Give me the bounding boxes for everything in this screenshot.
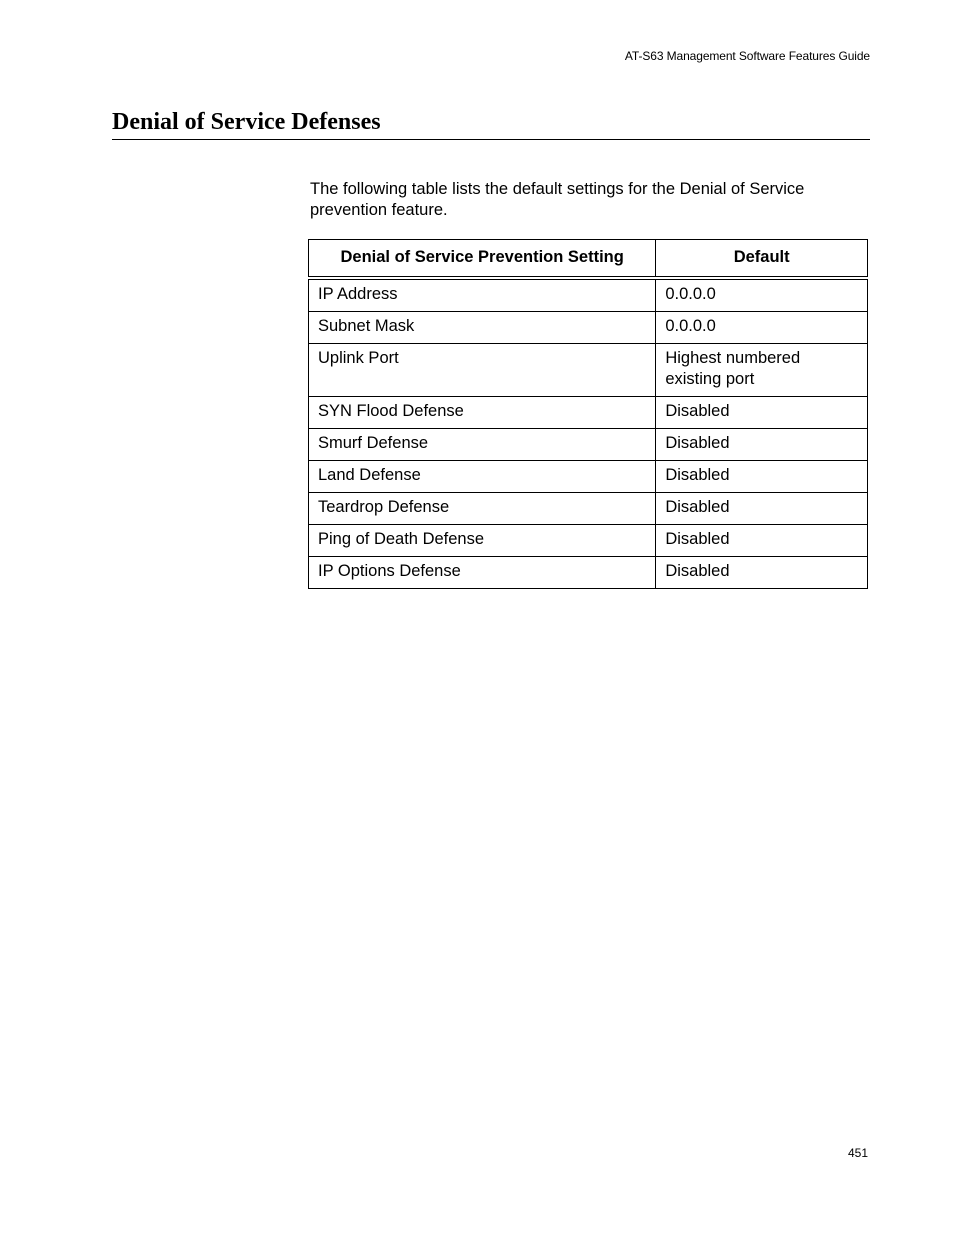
title-rule xyxy=(112,139,870,140)
setting-cell: Land Defense xyxy=(309,461,656,493)
table-row xyxy=(309,557,868,589)
default-cell: Disabled xyxy=(656,397,868,429)
setting-cell: Teardrop Defense xyxy=(309,493,656,525)
table-row xyxy=(309,344,868,397)
table-row xyxy=(309,278,868,312)
setting-cell: Ping of Death Defense xyxy=(309,525,656,557)
setting-cell: SYN Flood Defense xyxy=(309,397,656,429)
default-cell: 0.0.0.0 xyxy=(656,312,868,344)
setting-cell: IP Address xyxy=(309,278,656,312)
setting-cell: Subnet Mask xyxy=(309,312,656,344)
defaults-table xyxy=(308,239,868,589)
default-cell: Disabled xyxy=(656,525,868,557)
default-cell: Highest numbered existing port xyxy=(656,344,868,397)
table-row xyxy=(309,461,868,493)
column-header-setting: Denial of Service Prevention Setting xyxy=(309,240,656,279)
running-header: AT-S63 Management Software Features Guide xyxy=(624,49,870,63)
setting-cell: IP Options Defense xyxy=(309,557,656,589)
setting-cell: Uplink Port xyxy=(309,344,656,397)
default-cell: Disabled xyxy=(656,461,868,493)
default-cell: 0.0.0.0 xyxy=(656,278,868,312)
table-header-row xyxy=(309,240,868,279)
table-row xyxy=(309,429,868,461)
section-title: Denial of Service Defenses xyxy=(112,109,381,135)
default-cell: Disabled xyxy=(656,429,868,461)
default-cell: Disabled xyxy=(656,493,868,525)
table-row xyxy=(309,493,868,525)
column-header-default: Default xyxy=(656,240,868,279)
page-number: 451 xyxy=(847,1146,868,1160)
intro-paragraph: The following table lists the default settings for the Denial of Service prevention feature. xyxy=(310,180,805,219)
table-row xyxy=(309,397,868,429)
table-row xyxy=(309,525,868,557)
default-cell: Disabled xyxy=(656,557,868,589)
setting-cell: Smurf Defense xyxy=(309,429,656,461)
table-row xyxy=(309,312,868,344)
